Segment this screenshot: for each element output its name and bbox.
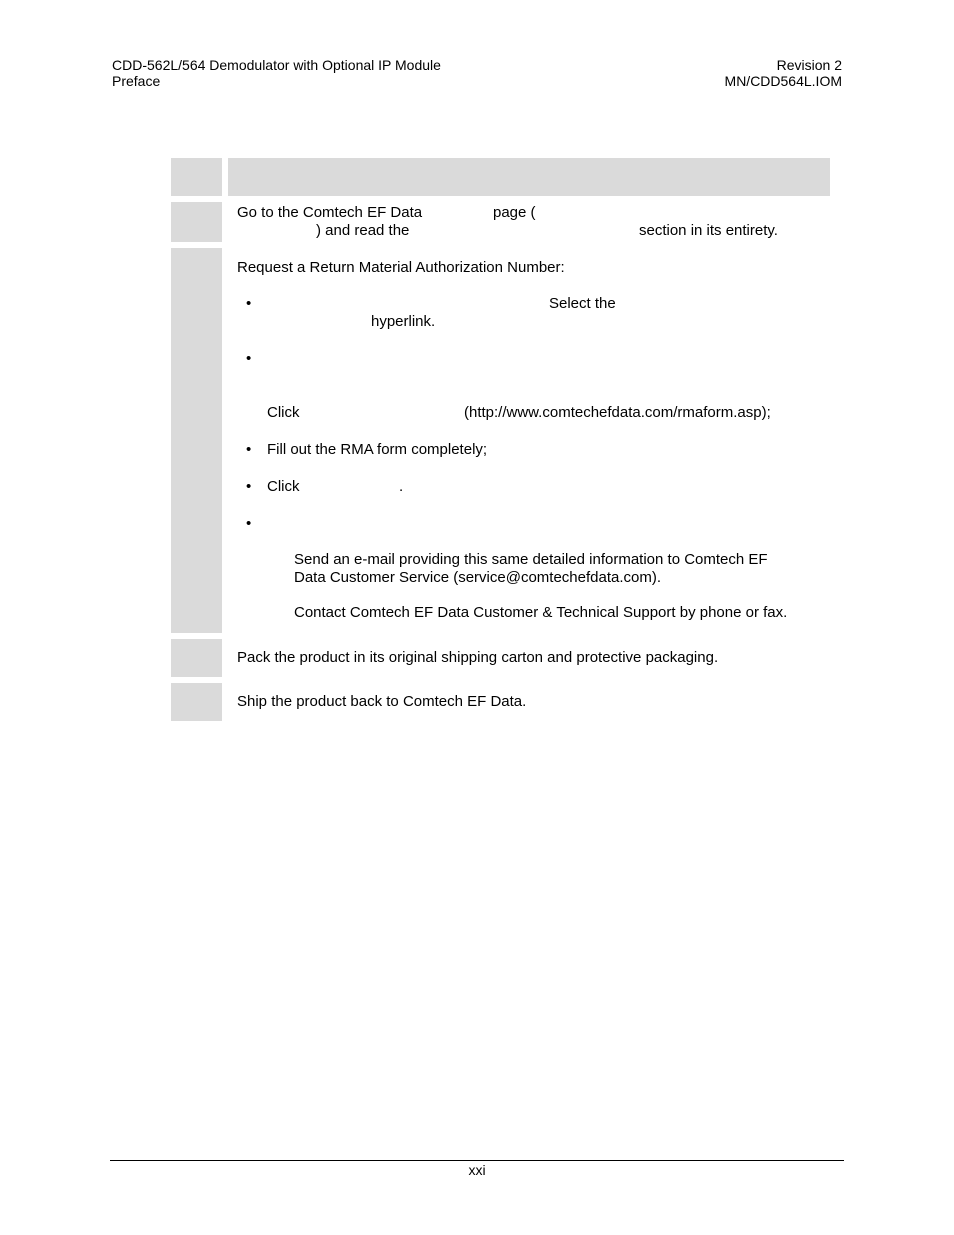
step2-sub1-line2: Data Customer Service (service@comtechefdata.com). [294, 569, 662, 586]
bullet-icon: • [246, 478, 252, 495]
step1-text-c: ) and read the [316, 222, 410, 239]
step2-bullet1-text: Select the [549, 295, 616, 312]
table-header-description-cell [228, 158, 830, 196]
step2-rma-url: (http://www.comtechefdata.com/rmaform.asp); [464, 404, 771, 421]
document-number: MN/CDD564L.IOM [724, 73, 842, 89]
bullet-icon: • [246, 295, 252, 312]
step2-bullet4-click: Click [267, 478, 300, 495]
step4-number-cell [171, 683, 222, 721]
section-name: Preface [112, 73, 161, 89]
bullet-icon: • [246, 515, 252, 532]
step2-sub2: Contact Comtech EF Data Customer & Technical Support by phone or fax. [294, 604, 788, 621]
step1-text-a: Go to the Comtech EF Data [237, 204, 423, 221]
table-header-step-cell [171, 158, 222, 196]
footer-rule [110, 1160, 844, 1161]
step1-text-b: page ( [493, 204, 536, 221]
step2-sub1-line1: Send an e-mail providing this same detailed information to Comtech EF [294, 551, 768, 568]
step2-bullet4-period: . [399, 478, 404, 495]
step2-click-label: Click [267, 404, 300, 421]
document-header-right [725, 57, 842, 89]
step3-text: Pack the product in its original shipping carton and protective packaging. [237, 649, 719, 666]
page-number: xxi [468, 1162, 486, 1178]
step2-bullet3-text: Fill out the RMA form completely; [267, 441, 488, 458]
bullet-icon: • [246, 350, 252, 367]
step1-text-d: section in its entirety. [639, 222, 778, 239]
revision-label: Revision 2 [776, 57, 842, 73]
step2-number-cell [171, 248, 222, 633]
step2-bullet1-line2: hyperlink. [371, 313, 436, 330]
step4-text: Ship the product back to Comtech EF Data. [237, 693, 527, 710]
document-header-left [112, 57, 441, 89]
document-title: CDD-562L/564 Demodulator with Optional IP Module [112, 57, 441, 73]
step2-intro: Request a Return Material Authorization Number: [237, 259, 565, 276]
step1-number-cell [171, 202, 222, 242]
step3-number-cell [171, 639, 222, 677]
bullet-icon: • [246, 441, 252, 458]
